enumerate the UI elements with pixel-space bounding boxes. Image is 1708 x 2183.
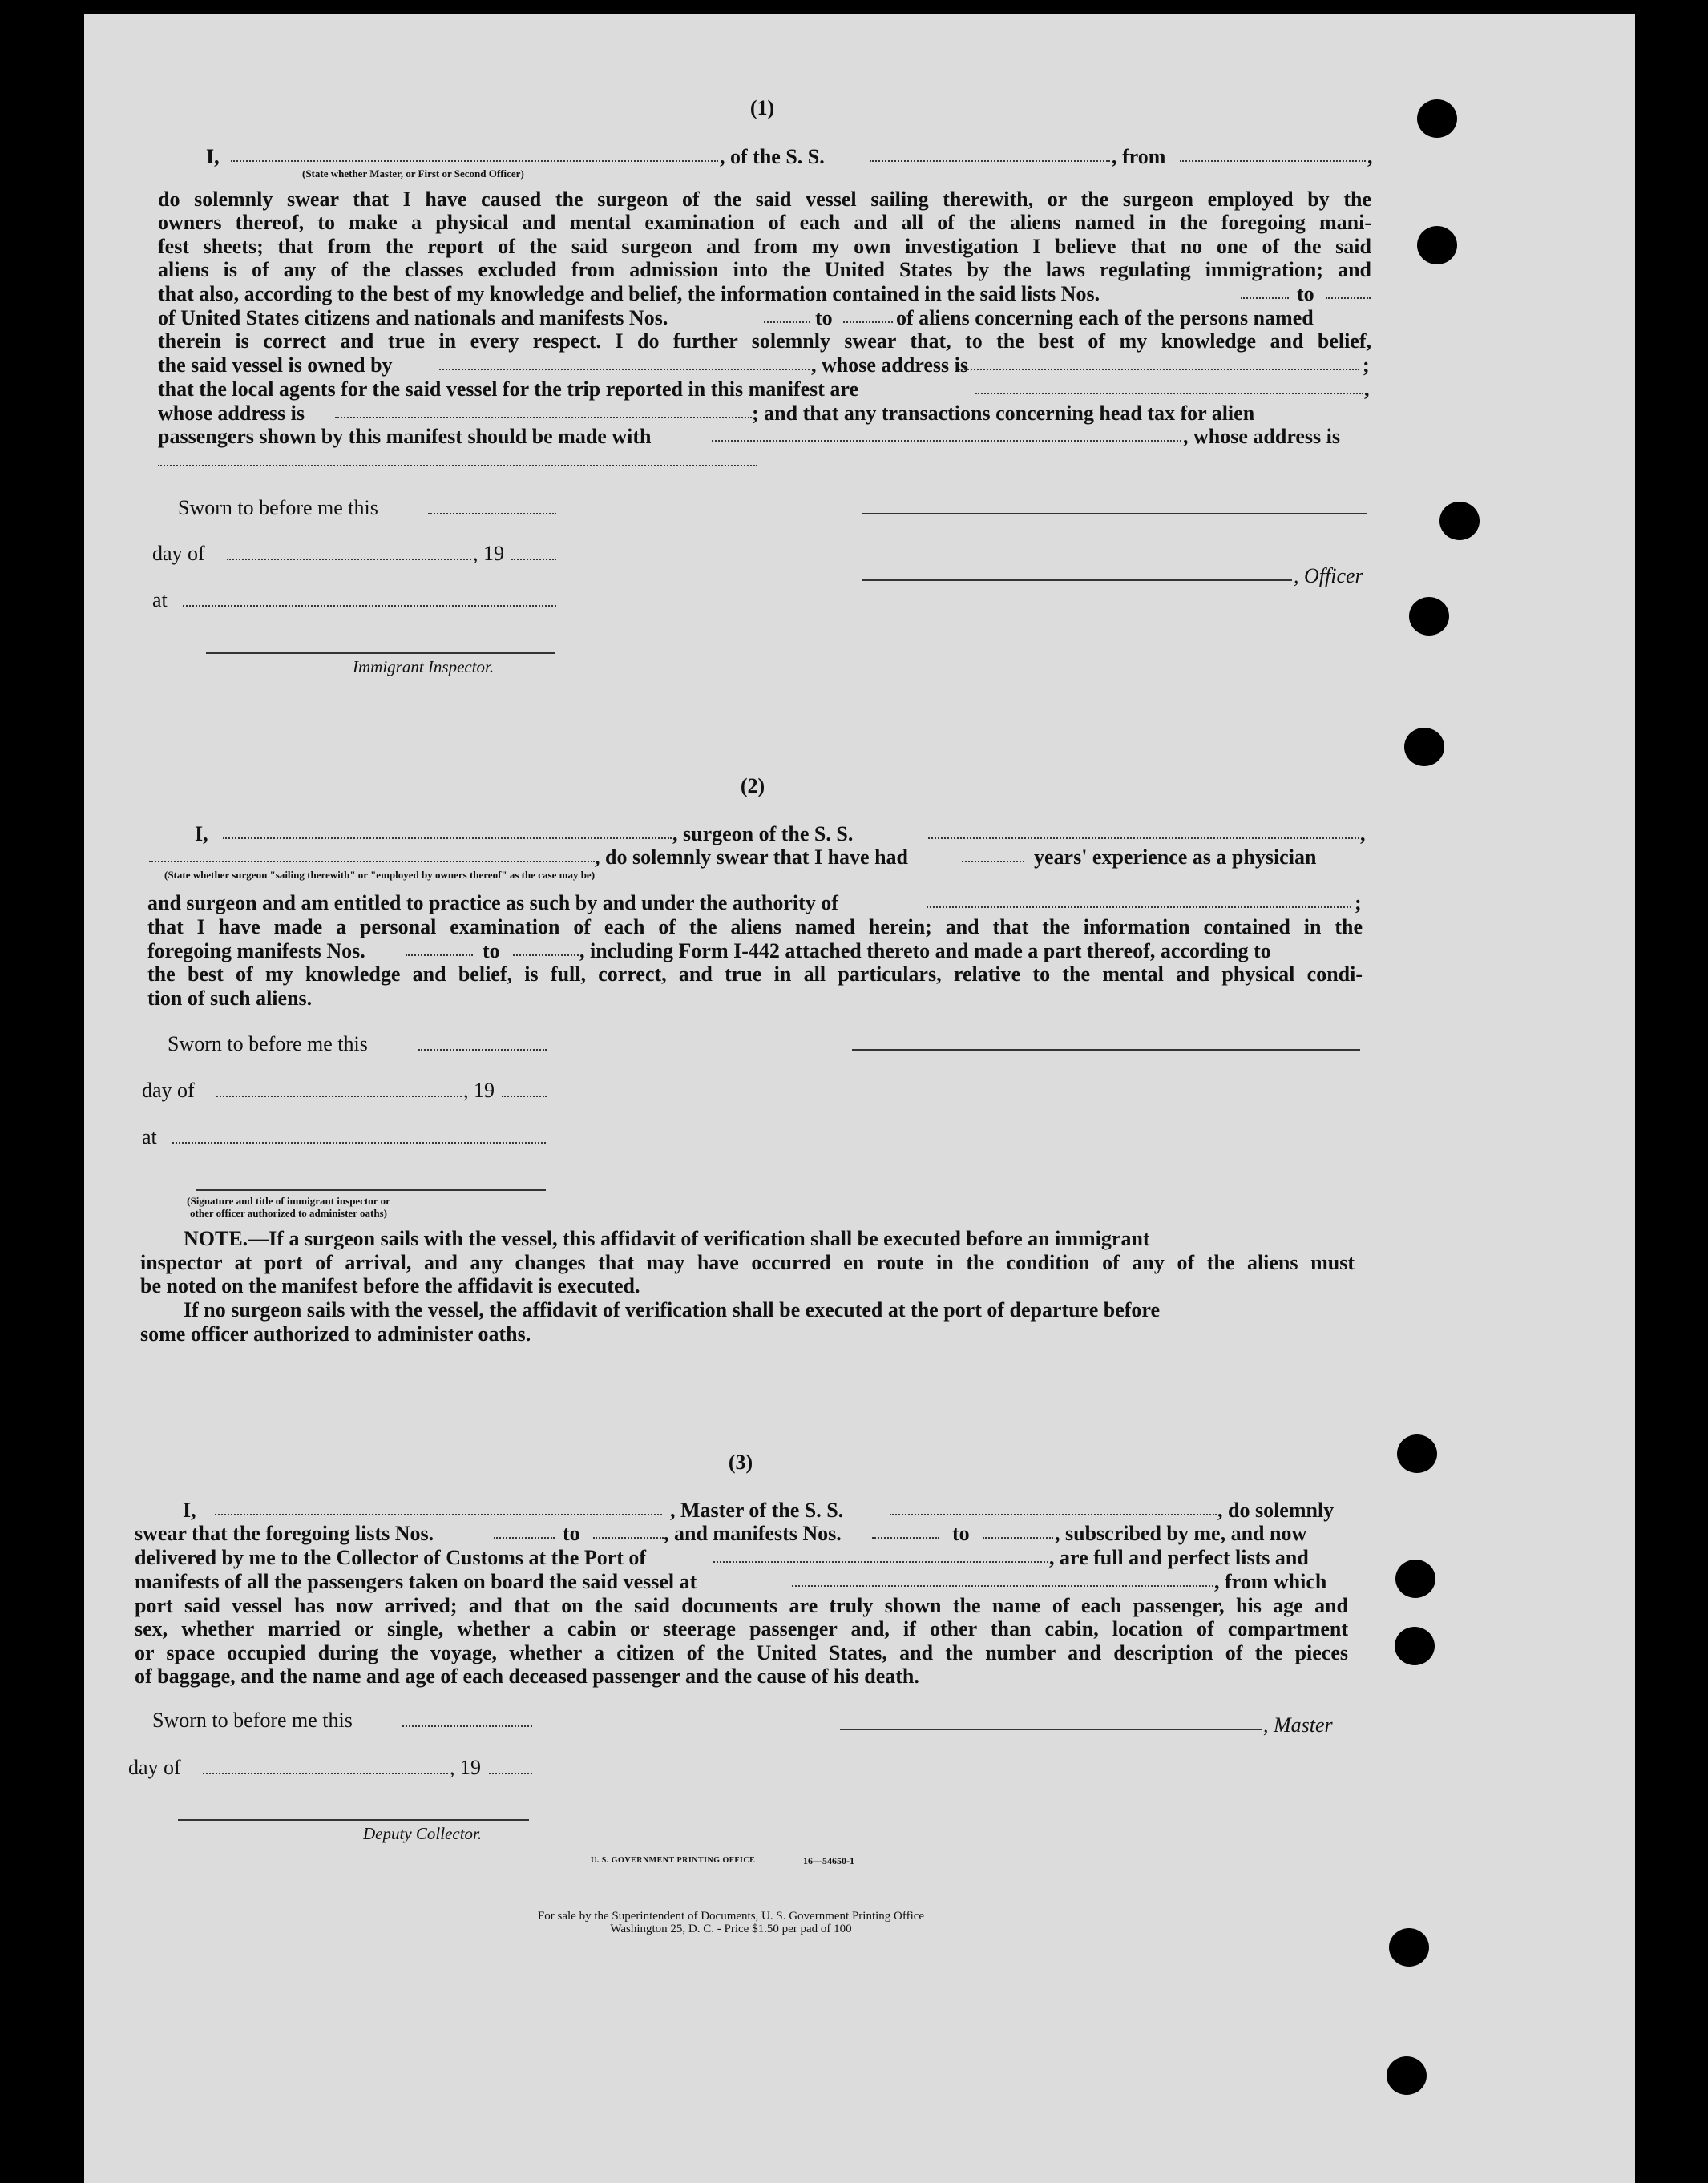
s3-vessel-field[interactable]	[890, 1514, 1217, 1515]
lists-from-field[interactable]	[1241, 297, 1289, 299]
practice-authority-field[interactable]	[927, 906, 1351, 908]
binder-hole	[1417, 226, 1457, 264]
owner-address-field[interactable]	[959, 369, 1359, 370]
s1-intro-i: I,	[206, 145, 220, 168]
binder-hole	[1417, 99, 1457, 138]
collector-label: Deputy Collector.	[363, 1824, 483, 1843]
surgeon-status-note: (State whether surgeon "sailing therewith" or "employed by owners thereof" as the case may be)	[164, 869, 596, 881]
master-name-field[interactable]	[215, 1514, 662, 1515]
s3-year-field[interactable]	[489, 1773, 532, 1774]
departure-port-field[interactable]	[1180, 160, 1366, 162]
s2-month-field[interactable]	[216, 1096, 462, 1097]
agents-address-field[interactable]	[335, 417, 752, 418]
s1-sworn-day-field[interactable]	[428, 513, 556, 514]
section-3-number: (3)	[728, 1451, 753, 1474]
s2-year-field[interactable]	[502, 1096, 547, 1097]
surgeon-name-field[interactable]	[223, 837, 672, 839]
inspector-signature-line[interactable]	[206, 652, 555, 654]
s3-sworn-day-field[interactable]	[402, 1725, 532, 1727]
s1-year-field[interactable]	[511, 559, 556, 560]
s2-vessel-field[interactable]	[928, 837, 1359, 839]
binder-hole	[1439, 502, 1480, 540]
section-1-number: (1)	[749, 96, 775, 119]
sale-notice-2: Washington 25, D. C. - Price $1.50 per pad of 100	[610, 1923, 852, 1935]
s3-manifests-to-field[interactable]	[983, 1537, 1053, 1539]
collector-port-field[interactable]	[713, 1561, 1048, 1563]
officer-label: , Officer	[1294, 564, 1363, 587]
s2-officer-signature-line[interactable]	[196, 1189, 546, 1191]
s1-month-field[interactable]	[227, 559, 471, 560]
local-agents-field[interactable]	[975, 393, 1363, 394]
vessel-name-field[interactable]	[870, 160, 1110, 162]
binder-hole	[1409, 597, 1449, 636]
s2-place-field[interactable]	[172, 1142, 546, 1144]
binder-hole	[1397, 1434, 1437, 1473]
note-paragraph: NOTE.—If a surgeon sails with the vessel, this affidavit of verification shall be executed before an immigrant	[184, 1227, 1150, 1250]
head-tax-address-field[interactable]	[158, 465, 757, 466]
s1-signature-line[interactable]	[862, 513, 1367, 514]
s3-manifests-from-field[interactable]	[872, 1537, 939, 1539]
binder-hole	[1395, 1560, 1435, 1598]
s1-of-ss: , of the S. S.	[720, 145, 825, 168]
embarkation-port-field[interactable]	[792, 1585, 1213, 1587]
lists-to-field[interactable]	[1326, 297, 1371, 299]
s3-month-field[interactable]	[203, 1773, 448, 1774]
s2-surgeon-signature-line[interactable]	[852, 1049, 1360, 1051]
section-2-number: (2)	[740, 774, 765, 797]
vessel-owner-field[interactable]	[439, 369, 810, 370]
manifests-from-field[interactable]	[764, 321, 810, 323]
master-signature-line[interactable]	[840, 1729, 1262, 1730]
s1-place-field[interactable]	[183, 605, 556, 607]
years-experience-field[interactable]	[962, 861, 1024, 862]
collector-signature-line[interactable]	[178, 1819, 529, 1821]
officer-title-field[interactable]	[231, 160, 718, 162]
s3-lists-from-field[interactable]	[494, 1537, 555, 1539]
s3-lists-to-field[interactable]	[593, 1537, 664, 1539]
binder-hole	[1395, 1627, 1435, 1665]
master-label: , Master	[1263, 1713, 1333, 1737]
form-code: 16—54650-1	[803, 1855, 854, 1866]
manifests-to-field[interactable]	[843, 321, 893, 323]
s2-sworn-day-field[interactable]	[418, 1049, 547, 1051]
s1-from: , from	[1112, 145, 1166, 168]
s1-officer-signature-line[interactable]	[862, 579, 1292, 581]
inspector-label: Immigrant Inspector.	[353, 657, 495, 676]
head-tax-contact-field[interactable]	[712, 440, 1181, 442]
gpo-imprint: U. S. GOVERNMENT PRINTING OFFICE	[591, 1856, 756, 1865]
surgeon-status-field[interactable]	[149, 861, 595, 862]
officer-title-note: (State whether Master, or First or Second Officer)	[302, 167, 524, 180]
binder-hole	[1389, 1928, 1429, 1967]
binder-hole	[1404, 728, 1444, 766]
binder-hole	[1387, 2056, 1427, 2095]
s2-manifests-from-field[interactable]	[406, 954, 473, 956]
sale-notice-1: For sale by the Superintendent of Documents, U. S. Government Printing Office	[537, 1910, 925, 1923]
s2-manifests-to-field[interactable]	[513, 954, 579, 956]
